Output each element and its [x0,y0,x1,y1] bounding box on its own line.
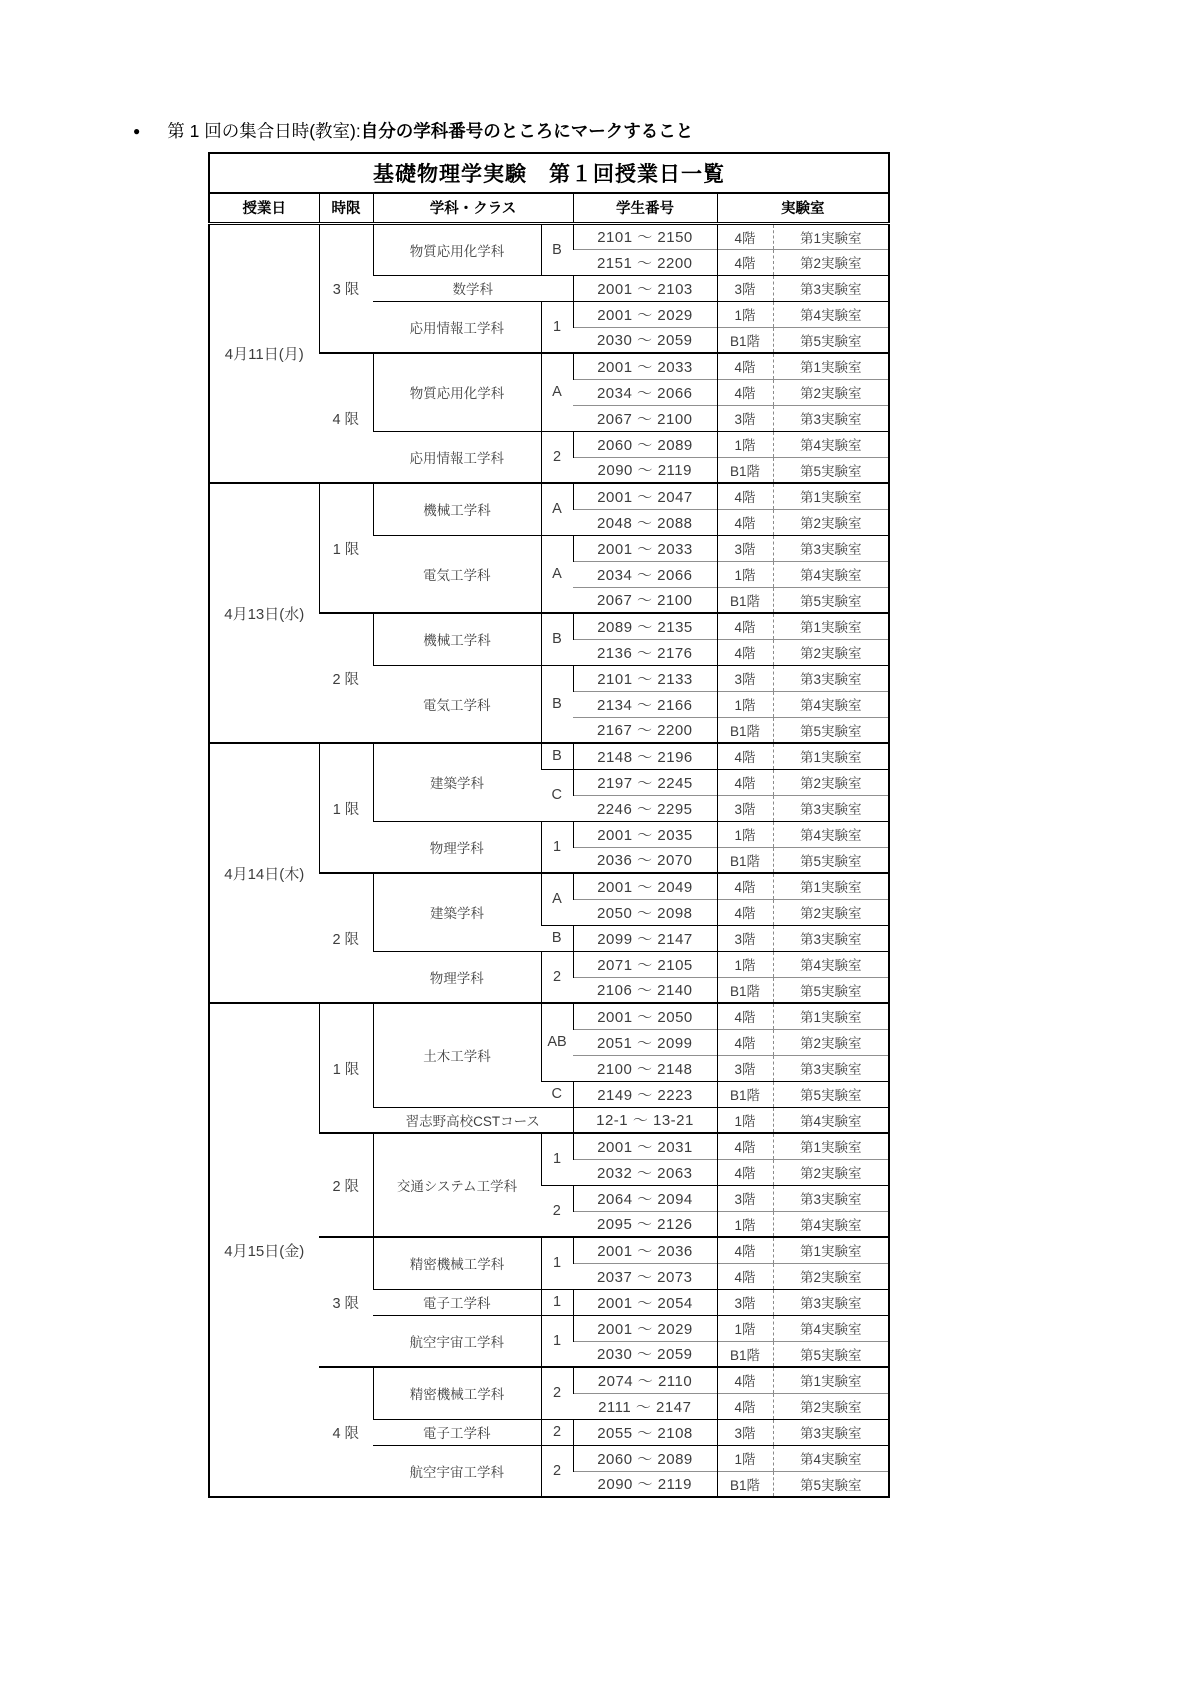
date-cell: 4月14日(木) [209,743,319,1003]
floor-cell: 3階 [717,795,773,821]
room-cell: 第1実験室 [773,1237,889,1263]
floor-cell: B1階 [717,1471,773,1497]
room-cell: 第2実験室 [773,509,889,535]
period-cell: 3 限 [319,1237,373,1367]
floor-cell: 4階 [717,613,773,639]
student-range-cell: 2074 〜 2110 [573,1367,717,1393]
student-range-cell: 2067 〜 2100 [573,405,717,431]
class-cell: B [541,743,573,769]
room-cell: 第2実験室 [773,1393,889,1419]
table-title-row [209,153,889,193]
floor-cell: 3階 [717,1055,773,1081]
student-range-cell: 2001 〜 2103 [573,275,717,301]
class-cell: 1 [541,1237,573,1289]
class-cell: 2 [541,1367,573,1419]
student-range-cell: 2151 〜 2200 [573,249,717,275]
floor-cell: B1階 [717,587,773,613]
student-range-cell: 2089 〜 2135 [573,613,717,639]
room-cell: 第1実験室 [773,1003,889,1029]
room-cell: 第5実験室 [773,457,889,483]
date-cell: 4月15日(金) [209,1003,319,1497]
student-range-cell: 2067 〜 2100 [573,587,717,613]
dept-cell: 数学科 [373,275,573,301]
room-cell: 第3実験室 [773,925,889,951]
floor-cell: 4階 [717,743,773,769]
dept-cell: 建築学科 [373,873,541,951]
student-range-cell: 2167 〜 2200 [573,717,717,743]
class-cell: C [541,1081,573,1107]
student-range-cell: 2060 〜 2089 [573,431,717,457]
student-range-cell: 2051 〜 2099 [573,1029,717,1055]
room-cell: 第5実験室 [773,717,889,743]
floor-cell: 3階 [717,1289,773,1315]
class-cell: 1 [541,301,573,353]
period-cell: 1 限 [319,483,373,613]
student-range-cell: 2111 〜 2147 [573,1393,717,1419]
room-cell: 第3実験室 [773,275,889,301]
room-cell: 第2実験室 [773,1159,889,1185]
floor-cell: 3階 [717,1419,773,1445]
student-range-cell: 2001 〜 2050 [573,1003,717,1029]
room-cell: 第2実験室 [773,249,889,275]
floor-cell: 4階 [717,1237,773,1263]
student-range-cell: 2030 〜 2059 [573,327,717,353]
room-cell: 第5実験室 [773,1471,889,1497]
room-cell: 第4実験室 [773,1315,889,1341]
student-range-cell: 2101 〜 2133 [573,665,717,691]
floor-cell: 1階 [717,561,773,587]
room-cell: 第1実験室 [773,1367,889,1393]
period-cell: 2 限 [319,1133,373,1237]
student-range-cell: 2001 〜 2031 [573,1133,717,1159]
floor-cell: 4階 [717,1133,773,1159]
student-range-cell: 2148 〜 2196 [573,743,717,769]
dept-cell: 航空宇宙工学科 [373,1315,541,1367]
header-dept-class: 学科・クラス [373,193,573,223]
student-range-cell: 2034 〜 2066 [573,379,717,405]
dept-cell: 航空宇宙工学科 [373,1445,541,1497]
student-range-cell: 2050 〜 2098 [573,899,717,925]
table-row [209,1003,889,1029]
table-row [209,483,889,509]
class-cell: A [541,873,573,925]
instruction-line [133,118,693,143]
class-cell: B [541,613,573,665]
class-cell: 2 [541,431,573,483]
student-range-cell: 2071 〜 2105 [573,951,717,977]
room-cell: 第4実験室 [773,301,889,327]
room-cell: 第1実験室 [773,613,889,639]
floor-cell: 1階 [717,691,773,717]
floor-cell: 4階 [717,509,773,535]
student-range-cell: 2030 〜 2059 [573,1341,717,1367]
dept-cell: 電子工学科 [373,1419,541,1445]
floor-cell: B1階 [717,327,773,353]
room-cell: 第4実験室 [773,561,889,587]
room-cell: 第5実験室 [773,587,889,613]
room-cell: 第1実験室 [773,873,889,899]
student-range-cell: 2197 〜 2245 [573,769,717,795]
room-cell: 第4実験室 [773,431,889,457]
table-header-row [209,193,889,223]
floor-cell: 4階 [717,769,773,795]
dept-cell: 機械工学科 [373,613,541,665]
room-cell: 第3実験室 [773,405,889,431]
student-range-cell: 2034 〜 2066 [573,561,717,587]
floor-cell: B1階 [717,847,773,873]
room-cell: 第2実験室 [773,639,889,665]
student-range-cell: 2090 〜 2119 [573,457,717,483]
class-cell: 1 [541,1315,573,1367]
table-row [209,743,889,769]
student-range-cell: 2090 〜 2119 [573,1471,717,1497]
student-range-cell: 2095 〜 2126 [573,1211,717,1237]
student-range-cell: 2032 〜 2063 [573,1159,717,1185]
floor-cell: 1階 [717,1107,773,1133]
room-cell: 第4実験室 [773,1211,889,1237]
room-cell: 第3実験室 [773,1289,889,1315]
dept-cell: 習志野高校CSTコース [373,1107,573,1133]
class-cell: A [541,483,573,535]
room-cell: 第2実験室 [773,379,889,405]
room-cell: 第4実験室 [773,691,889,717]
floor-cell: 4階 [717,639,773,665]
room-cell: 第5実験室 [773,977,889,1003]
instruction-emphasis: 自分の学科番号のところにマークすること [360,121,694,141]
dept-cell: 土木工学科 [373,1003,541,1107]
floor-cell: 1階 [717,301,773,327]
student-range-cell: 2001 〜 2047 [573,483,717,509]
floor-cell: 4階 [717,1159,773,1185]
floor-cell: B1階 [717,457,773,483]
table-title: 基礎物理学実験 第１回授業日一覧 [209,153,889,193]
student-range-cell: 2001 〜 2036 [573,1237,717,1263]
student-range-cell: 2101 〜 2150 [573,223,717,249]
class-cell: 2 [541,1419,573,1445]
student-range-cell: 2001 〜 2033 [573,535,717,561]
header-date: 授業日 [209,193,319,223]
student-range-cell: 2036 〜 2070 [573,847,717,873]
student-range-cell: 2060 〜 2089 [573,1445,717,1471]
floor-cell: B1階 [717,1341,773,1367]
student-range-cell: 2149 〜 2223 [573,1081,717,1107]
room-cell: 第1実験室 [773,743,889,769]
floor-cell: 4階 [717,483,773,509]
student-range-cell: 2134 〜 2166 [573,691,717,717]
dept-cell: 応用情報工学科 [373,431,541,483]
room-cell: 第3実験室 [773,795,889,821]
room-cell: 第1実験室 [773,223,889,249]
room-cell: 第5実験室 [773,1341,889,1367]
period-cell: 4 限 [319,353,373,483]
room-cell: 第3実験室 [773,535,889,561]
header-period: 時限 [319,193,373,223]
floor-cell: 4階 [717,1263,773,1289]
table-row [209,223,889,249]
schedule-body [209,223,889,1497]
room-cell: 第2実験室 [773,769,889,795]
class-cell: B [541,925,573,951]
floor-cell: 4階 [717,353,773,379]
room-cell: 第1実験室 [773,483,889,509]
floor-cell: B1階 [717,1081,773,1107]
room-cell: 第3実験室 [773,1419,889,1445]
instruction-prefix: 第 1 回の集合日時(教室): [167,121,361,141]
floor-cell: B1階 [717,717,773,743]
dept-cell: 電子工学科 [373,1289,541,1315]
dept-cell: 物理学科 [373,951,541,1003]
student-range-cell: 2001 〜 2035 [573,821,717,847]
dept-cell: 機械工学科 [373,483,541,535]
class-cell: 1 [541,1133,573,1185]
period-cell: 2 限 [319,873,373,1003]
header-student-no: 学生番号 [573,193,717,223]
floor-cell: 4階 [717,1029,773,1055]
floor-cell: 1階 [717,951,773,977]
floor-cell: 3階 [717,665,773,691]
schedule-table [208,152,890,1498]
floor-cell: 4階 [717,223,773,249]
class-cell: 1 [541,821,573,873]
floor-cell: 1階 [717,1315,773,1341]
student-range-cell: 2001 〜 2054 [573,1289,717,1315]
student-range-cell: 2100 〜 2148 [573,1055,717,1081]
room-cell: 第5実験室 [773,327,889,353]
date-cell: 4月13日(水) [209,483,319,743]
floor-cell: 3階 [717,535,773,561]
class-cell: 2 [541,951,573,1003]
floor-cell: 3階 [717,925,773,951]
student-range-cell: 2001 〜 2029 [573,1315,717,1341]
room-cell: 第2実験室 [773,899,889,925]
dept-cell: 物質応用化学科 [373,353,541,431]
class-cell: 2 [541,1185,573,1237]
class-cell: 1 [541,1289,573,1315]
floor-cell: 3階 [717,405,773,431]
period-cell: 1 限 [319,1003,373,1133]
room-cell: 第5実験室 [773,1081,889,1107]
student-range-cell: 2055 〜 2108 [573,1419,717,1445]
class-cell: C [541,769,573,821]
student-range-cell: 12-1 〜 13-21 [573,1107,717,1133]
room-cell: 第4実験室 [773,951,889,977]
student-range-cell: 2064 〜 2094 [573,1185,717,1211]
floor-cell: 1階 [717,1445,773,1471]
class-cell: 2 [541,1445,573,1497]
class-cell: AB [541,1003,573,1081]
room-cell: 第3実験室 [773,665,889,691]
floor-cell: 1階 [717,821,773,847]
student-range-cell: 2001 〜 2049 [573,873,717,899]
room-cell: 第4実験室 [773,1107,889,1133]
class-cell: A [541,353,573,431]
class-cell: A [541,535,573,613]
room-cell: 第2実験室 [773,1263,889,1289]
room-cell: 第3実験室 [773,1185,889,1211]
floor-cell: 4階 [717,1393,773,1419]
dept-cell: 応用情報工学科 [373,301,541,353]
room-cell: 第1実験室 [773,1133,889,1159]
floor-cell: 3階 [717,275,773,301]
date-cell: 4月11日(月) [209,223,319,483]
period-cell: 3 限 [319,223,373,353]
room-cell: 第4実験室 [773,821,889,847]
dept-cell: 精密機械工学科 [373,1237,541,1289]
floor-cell: 4階 [717,1003,773,1029]
dept-cell: 建築学科 [373,743,541,821]
student-range-cell: 2037 〜 2073 [573,1263,717,1289]
floor-cell: 4階 [717,249,773,275]
room-cell: 第2実験室 [773,1029,889,1055]
student-range-cell: 2106 〜 2140 [573,977,717,1003]
room-cell: 第5実験室 [773,847,889,873]
floor-cell: 4階 [717,873,773,899]
room-cell: 第1実験室 [773,353,889,379]
student-range-cell: 2001 〜 2033 [573,353,717,379]
student-range-cell: 2099 〜 2147 [573,925,717,951]
room-cell: 第3実験室 [773,1055,889,1081]
dept-cell: 電気工学科 [373,665,541,743]
period-cell: 1 限 [319,743,373,873]
floor-cell: 3階 [717,1185,773,1211]
dept-cell: 物理学科 [373,821,541,873]
dept-cell: 精密機械工学科 [373,1367,541,1419]
class-cell: B [541,665,573,743]
student-range-cell: 2246 〜 2295 [573,795,717,821]
class-cell: B [541,223,573,275]
period-cell: 2 限 [319,613,373,743]
dept-cell: 交通システム工学科 [373,1133,541,1237]
floor-cell: 1階 [717,1211,773,1237]
bullet-icon: ● [133,123,141,138]
floor-cell: B1階 [717,977,773,1003]
period-cell: 4 限 [319,1367,373,1497]
student-range-cell: 2048 〜 2088 [573,509,717,535]
floor-cell: 4階 [717,379,773,405]
student-range-cell: 2001 〜 2029 [573,301,717,327]
room-cell: 第4実験室 [773,1445,889,1471]
floor-cell: 4階 [717,1367,773,1393]
student-range-cell: 2136 〜 2176 [573,639,717,665]
floor-cell: 1階 [717,431,773,457]
dept-cell: 物質応用化学科 [373,223,541,275]
dept-cell: 電気工学科 [373,535,541,613]
floor-cell: 4階 [717,899,773,925]
header-lab: 実験室 [717,193,889,223]
